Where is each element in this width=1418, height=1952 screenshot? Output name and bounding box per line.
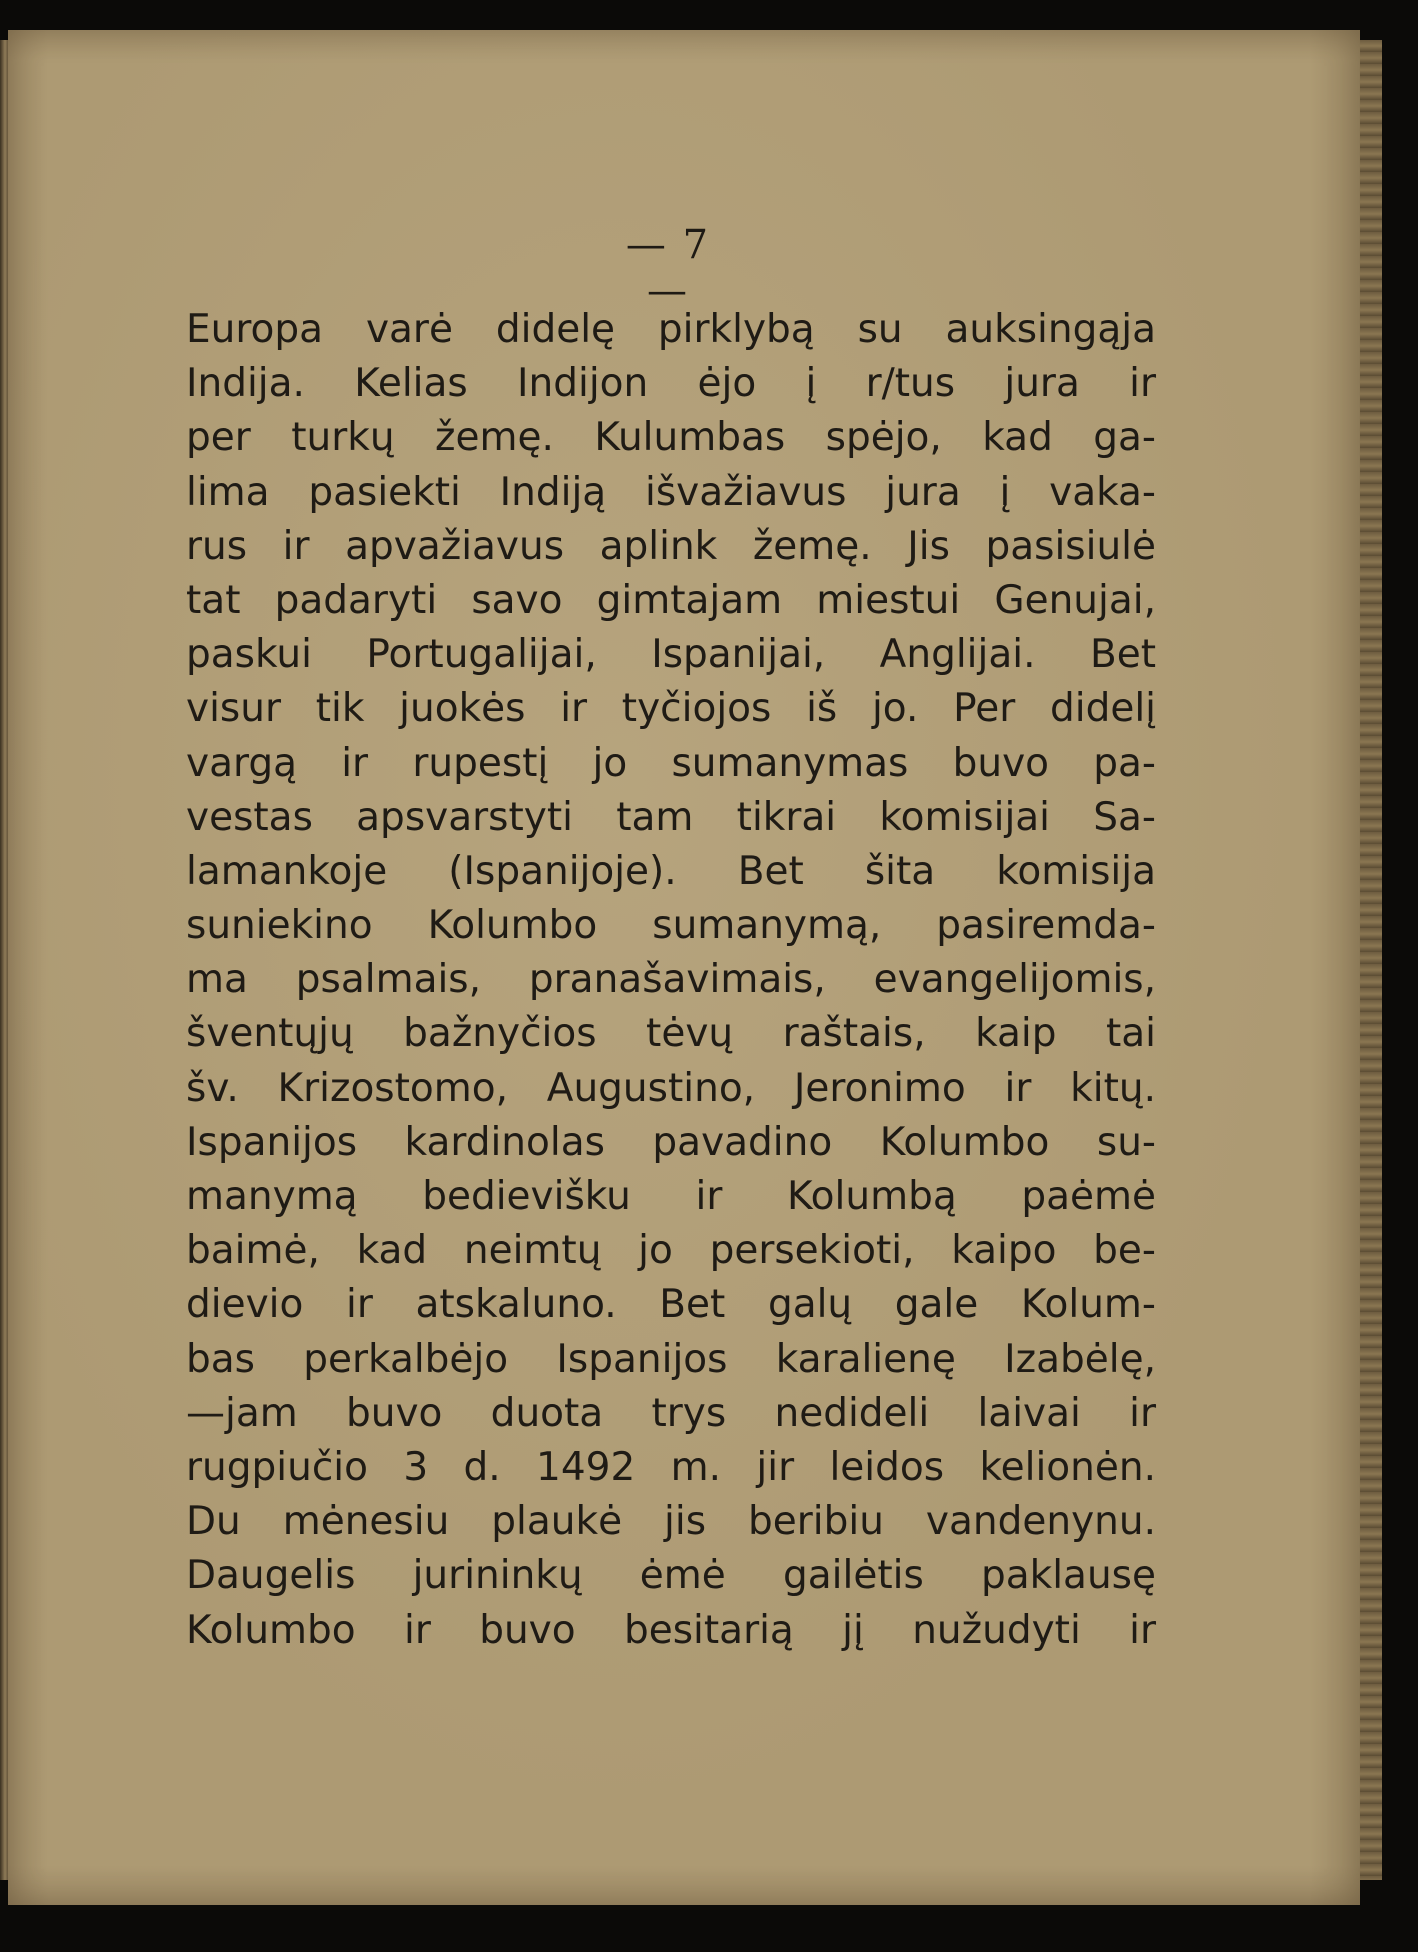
text-line: rus ir apvažiavus aplink žemę. Jis pasisiulė: [186, 523, 1156, 569]
text-line: lamankoje (Ispanijoje). Bet šita komisija: [186, 848, 1156, 894]
text-line: Indija. Kelias Indijon ėjo į r/tus jura ir: [186, 361, 1156, 407]
text-line: bas perkalbėjo Ispanijos karalienę Izabėlę,: [186, 1336, 1156, 1382]
text-line: vargą ir rupestį jo sumanymas buvo pa-: [186, 740, 1156, 786]
text-line: manymą bedievišku ir Kolumbą paėmė: [186, 1174, 1156, 1219]
text-line: ma psalmais, pranašavimais, evangelijomis,: [186, 957, 1156, 1003]
text-line: Europa varė didelę pirklybą su auksingąja: [186, 307, 1156, 352]
text-line: Du mėnesiu plaukė jis beribiu vandenynu.: [186, 1499, 1156, 1545]
text-line: Daugelis jurininkų ėmė gailėtis paklausę: [186, 1553, 1156, 1599]
page-number: — 7 —: [625, 222, 711, 314]
text-line: per turkų žemę. Kulumbas spėjo, kad ga-: [186, 415, 1156, 461]
text-line: baimė, kad neimtų jo persekioti, kaipo be-: [186, 1228, 1156, 1274]
text-line: šv. Krizostomo, Augustino, Jeronimo ir kitų.: [186, 1065, 1156, 1111]
text-line: rugpiučio 3 d. 1492 m. jir leidos kelionėn.: [186, 1444, 1156, 1490]
text-line: vestas apsvarstyti tam tikrai komisijai Sa-: [186, 794, 1156, 840]
text-line: Kolumbo ir buvo besitarią jį nužudyti ir: [186, 1607, 1156, 1653]
text-line: paskui Portugalijai, Ispanijai, Anglijai. Bet: [186, 632, 1156, 678]
page-edge-right: [1360, 40, 1382, 1880]
text-line: šventųjų bažnyčios tėvų raštais, kaip tai: [186, 1011, 1156, 1057]
text-line: lima pasiekti Indiją išvažiavus jura į vaka-: [186, 469, 1156, 515]
text-line: —jam buvo duota trys nedideli laivai ir: [186, 1390, 1156, 1436]
text-line: tat padaryti savo gimtajam miestui Genujai,: [186, 577, 1156, 623]
body-text: [186, 303, 1156, 1658]
text-line: Ispanijos kardinolas pavadino Kolumbo su-: [186, 1119, 1156, 1165]
text-line: dievio ir atskaluno. Bet galų gale Kolum-: [186, 1282, 1156, 1328]
text-line: visur tik juokės ir tyčiojos iš jo. Per didelį: [186, 686, 1156, 732]
text-line: suniekino Kolumbo sumanymą, pasiremda-: [186, 903, 1156, 949]
